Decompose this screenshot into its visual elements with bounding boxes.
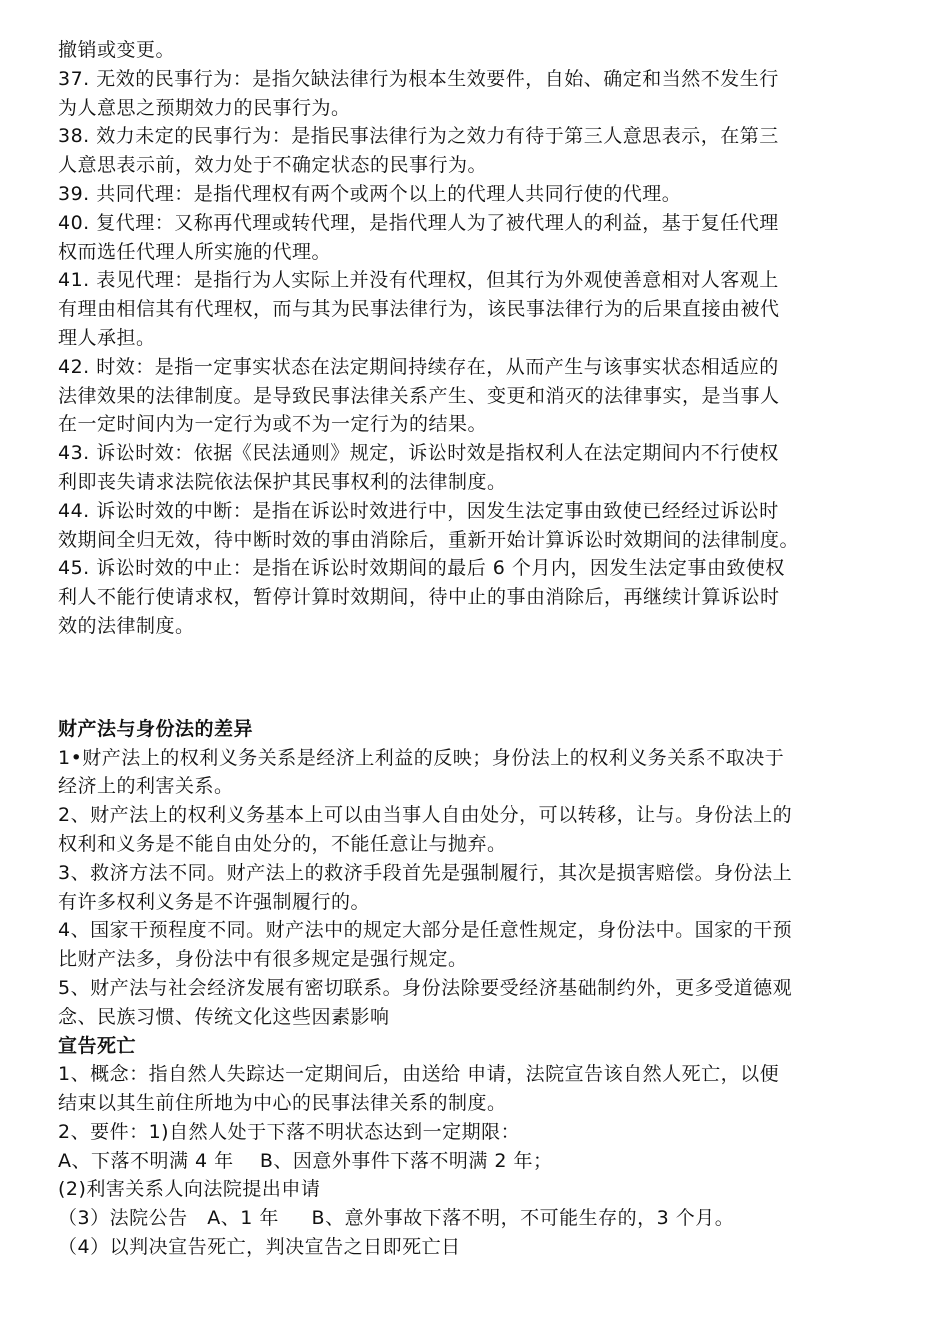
text-line: 39. 共同代理：是指代理权有两个或两个以上的代理人共同行使的代理。	[58, 182, 682, 205]
text-line: （4）以判决宣告死亡，判决宣告之日即死亡日	[58, 1236, 461, 1259]
text-line: 理人承担。	[58, 326, 156, 349]
text-line: 结束以其生前住所地为中心的民事法律关系的制度。	[58, 1092, 507, 1115]
text-line: 撤销或变更。	[58, 39, 176, 61]
text-line: 43. 诉讼时效：依据《民法通则》规定，诉讼时效是指权利人在法定期间内不行使权	[58, 442, 779, 465]
text-line: 40. 复代理：又称再代理或转代理，是指代理人为了被代理人的利益，基于复任代理	[58, 211, 779, 234]
definition-40	[58, 209, 898, 267]
text-line: (2)利害关系人向法院提出申请	[58, 1178, 321, 1201]
text-line: 经济上的利害关系。	[58, 775, 234, 798]
text-line: 有许多权利义务是不许强制履行的。	[58, 890, 371, 913]
text-line: 人意思表示前，效力处于不确定状态的民事行为。	[58, 154, 488, 177]
text-line: （3）法院公告 A、1 年 B、意外事故下落不明，不可能生存的，3 个月。	[58, 1207, 735, 1230]
text-line: 效的法律制度。	[58, 614, 195, 637]
text-line: 45. 诉讼时效的中止：是指在诉讼时效期间的最后 6 个月内，因发生法定事由致使权	[58, 557, 785, 580]
definitions-section	[58, 36, 898, 641]
text-line: 利即丧失请求法院依法保护其民事权利的法律制度。	[58, 470, 507, 493]
text-line: 效期间全归无效，待中断时效的事由消除后，重新开始计算诉讼时效期间的法律制度。	[58, 528, 800, 551]
text-line: 权利和义务是不能自由处分的，不能任意让与抛弃。	[58, 832, 507, 855]
text-line: 比财产法多，身份法中有很多规定是强行规定。	[58, 948, 468, 971]
text-line: 44. 诉讼时效的中断：是指在诉讼时效进行中，因发生法定事由致使已经经过诉讼时	[58, 499, 779, 522]
text-line: 38. 效力未定的民事行为：是指民事法律行为之效力有待于第三人意思表示，在第三	[58, 125, 779, 148]
text-line: 37. 无效的民事行为：是指欠缺法律行为根本生效要件，自始、确定和当然不发生行	[58, 67, 779, 90]
text-line: 权而选任代理人所实施的代理。	[58, 240, 332, 263]
text-line: 在一定时间内为一定行为或不为一定行为的结果。	[58, 413, 488, 436]
section-heading: 财产法与身份法的差异	[58, 717, 254, 740]
text-line: 5、财产法与社会经济发展有密切联系。身份法除要受经济基础制约外，更多受道德观	[58, 976, 793, 999]
text-line: 41. 表见代理：是指行为人实际上并没有代理权，但其行为外观使善意相对人客观上	[58, 269, 779, 292]
document-page	[58, 36, 898, 1262]
text-line: 3、救济方法不同。财产法上的救济手段首先是强制履行，其次是损害赔偿。身份法上	[58, 861, 793, 884]
text-line: 4、国家干预程度不同。财产法中的规定大部分是任意性规定，身份法中。国家的干预	[58, 919, 793, 942]
text-line: 2、财产法上的权利义务基本上可以由当事人自由处分，可以转移，让与。身份法上的	[58, 804, 793, 827]
definition-45	[58, 554, 898, 640]
text-line: 利人不能行使请求权，暂停计算时效期间，待中止的事由消除后，再继续计算诉讼时	[58, 586, 780, 609]
definition-43	[58, 439, 898, 497]
text-line: 1•财产法上的权利义务关系是经济上利益的反映；身份法上的权利义务关系不取决于	[58, 746, 785, 769]
text-line: A、下落不明满 4 年 B、因意外事件下落不明满 2 年；	[58, 1149, 553, 1172]
definition-38	[58, 122, 898, 180]
text-line: 法律效果的法律制度。是导致民事法律关系产生、变更和消灭的法律事实，是当事人	[58, 384, 780, 407]
definition-41	[58, 266, 898, 352]
section-heading: 宣告死亡	[58, 1034, 137, 1057]
definition-37	[58, 65, 898, 123]
section-spacer	[58, 641, 898, 715]
text-line: 念、民族习惯、传统文化这些因素影响	[58, 1005, 390, 1028]
definition-39	[58, 180, 898, 209]
property-vs-status-section	[58, 715, 898, 1032]
declaration-of-death-section	[58, 1032, 898, 1262]
definition-44	[58, 497, 898, 555]
definition-42	[58, 353, 898, 439]
text-line: 为人意思之预期效力的民事行为。	[58, 96, 351, 119]
text-line: 42. 时效：是指一定事实状态在法定期间持续存在，从而产生与该事实状态相适应的	[58, 355, 779, 378]
text-line: 有理由相信其有代理权，而与其为民事法律行为，该民事法律行为的后果直接由被代	[58, 298, 780, 321]
text-line: 1、概念：指自然人失踪达一定期间后，由送给 申请，法院宣告该自然人死亡，以便	[58, 1063, 780, 1086]
text-line: 2、要件：1)自然人处于下落不明状态达到一定期限：	[58, 1120, 521, 1143]
